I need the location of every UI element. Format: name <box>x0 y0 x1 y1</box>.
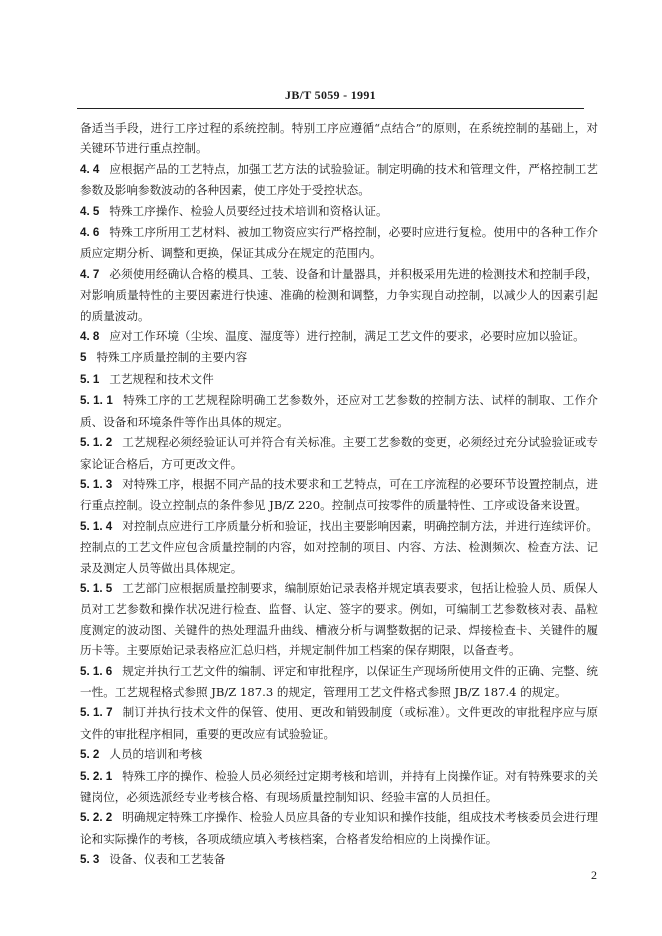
paragraph <box>80 118 598 159</box>
paragraph <box>80 578 598 661</box>
clause-text: 工艺规程必须经验证认可并符合有关标准。主要工艺参数的变更，必须经过充分试验验证或专家论证合格后，方可更改文件。 <box>80 435 598 471</box>
paragraph <box>80 326 598 347</box>
clause-text: 工艺部门应根据质量控制要求，编制原始记录表格并规定填表要求，包括让检验人员、质保人员对工艺参数和操作状况进行检查、监督、认定、签字的要求。例如，可编制工艺参数核对表、晶粒度测定的波动图、关键件的热处理温升曲线、槽液分析与调整数据的记录、焊接检查卡、关键件的履历卡等。主要原始记录表格应汇总归档，并规定制件加工档案的保存期限，以备查考。 <box>80 580 598 658</box>
clause-number: 4. 4 <box>80 162 100 176</box>
clause-text: 工艺规程和技术文件 <box>109 371 214 386</box>
paragraph <box>80 159 598 201</box>
clause-text: 特殊工序操作、检验人员要经过技术培训和资格认证。 <box>109 203 388 218</box>
clause-number: 5. 1 <box>80 372 100 386</box>
clause-number: 5. 3 <box>80 853 100 867</box>
clause-number: 4. 7 <box>80 267 100 281</box>
paragraph <box>80 432 598 474</box>
clause-number: 4. 8 <box>80 330 100 344</box>
clause-number: 5. 2 <box>80 748 100 762</box>
subsection-heading <box>80 849 598 870</box>
clause-number: 4. 6 <box>80 226 100 240</box>
clause-number: 5. 1. 7 <box>80 706 113 720</box>
paragraph <box>80 390 598 432</box>
clause-text: 对特殊工序，根据不同产品的技术要求和工艺特点，可在工序流程的必要环节设置控制点，进行重点控制。设立控制点的条件参见 JB/Z 220。控制点可按零件的质量特性、工序或设备来设置。 <box>80 476 598 513</box>
clause-text: 明确规定特殊工序操作、检验人员应具备的专业知识和操作技能，组成技术考核委员会进行理论和实际操作的考核，各项成绩应填入考核档案，合格者发给相应的上岗操作证。 <box>80 810 598 846</box>
clause-number: 5. 1. 1 <box>80 394 113 408</box>
page-header: JB/T 5059 - 1991 <box>285 88 376 102</box>
clause-number: 5. 1. 2 <box>80 436 113 450</box>
clause-number: 5. 1. 3 <box>80 477 113 491</box>
paragraph <box>80 807 598 849</box>
clause-number: 5 <box>80 351 87 365</box>
clause-text: 人员的培训和考核 <box>109 747 203 762</box>
paragraph <box>80 222 598 264</box>
paragraph <box>80 474 598 516</box>
paragraph <box>80 264 598 326</box>
clause-text: 特殊工序的工艺规程除明确工艺参数外，还应对工艺参数的控制方法、试样的制取、工作介质、设备和环境条件等作出具体的规定。 <box>80 393 598 429</box>
clause-text: 应对工作环境（尘埃、温度、湿度等）进行控制，满足工艺文件的要求，必要时应加以验证。 <box>109 329 585 344</box>
clause-text: 制订并执行技术文件的保管、使用、更改和销毁制度（或标准）。文件更改的审批程序应与原文件的审批程序相同，重要的更改应有试验验证。 <box>80 705 599 741</box>
clause-number: 5. 2. 2 <box>80 811 113 825</box>
section-heading <box>80 347 598 368</box>
paragraph <box>80 201 598 222</box>
header-rule <box>77 108 584 109</box>
clause-text: 设备、仪表和工艺装备 <box>109 852 226 867</box>
clause-text: 特殊工序所用工艺材料、被加工物资应实行严格控制，必要时应进行复检。使用中的各种工作介质应定期分析、调整和更换，保证其成分在规定的范围内。 <box>80 225 598 261</box>
clause-number: 4. 5 <box>80 204 100 218</box>
paragraph <box>80 702 598 744</box>
clause-number: 5. 1. 4 <box>80 519 113 533</box>
clause-number: 5. 1. 5 <box>80 581 113 595</box>
clause-text: 备适当手段，进行工序过程的系统控制。特别工序应遵循“点结合”的原则，在系统控制的基础上，对关键环节进行重点控制。 <box>80 121 598 156</box>
paragraph <box>80 661 598 703</box>
clause-text: 特殊工序质量控制的主要内容 <box>96 350 248 365</box>
clause-text: 应根据产品的工艺特点，加强工艺方法的试验验证。制定明确的技术和管理文件，严格控制工艺参数及影响参数波动的各种因素，使工序处于受控状态。 <box>80 161 598 198</box>
page-number: 2 <box>591 868 597 882</box>
clause-text: 必须使用经确认合格的模具、工装、设备和计量器具，并积极采用先进的检测技术和控制手段，对影响质量特性的主要因素进行快速、准确的检测和调整，力争实现自动控制，以减少人的因素引起的质量波动。 <box>80 266 598 323</box>
clause-number: 5. 1. 6 <box>80 664 113 678</box>
clause-text: 特殊工序的操作、检验人员必须经过定期考核和培训，并持有上岗操作证。对有特殊要求的关键岗位，必须选派经专业考核合格、有现场质量控制知识、经验丰富的人员担任。 <box>80 768 598 804</box>
document-body <box>80 118 598 871</box>
paragraph <box>80 516 598 578</box>
clause-text: 规定并执行工艺文件的编制、评定和审批程序，以保证生产现场所使用文件的正确、完整、统一性。工艺规程格式参照 JB/Z 187.3 的规定，管理用工艺文件格式参照 JB/Z 187.4 的规定。 <box>80 663 598 699</box>
subsection-heading <box>80 744 598 765</box>
paragraph <box>80 766 598 808</box>
clause-text: 对控制点应进行工序质量分析和验证，找出主要影响因素，明确控制方法，并进行连续评价。控制点的工艺文件应包含质量控制的内容，如对控制的项目、内容、方法、检测频次、检查方法、记录及测定人员等做出具体规定。 <box>80 518 598 575</box>
clause-number: 5. 2. 1 <box>80 769 113 783</box>
subsection-heading <box>80 369 598 390</box>
